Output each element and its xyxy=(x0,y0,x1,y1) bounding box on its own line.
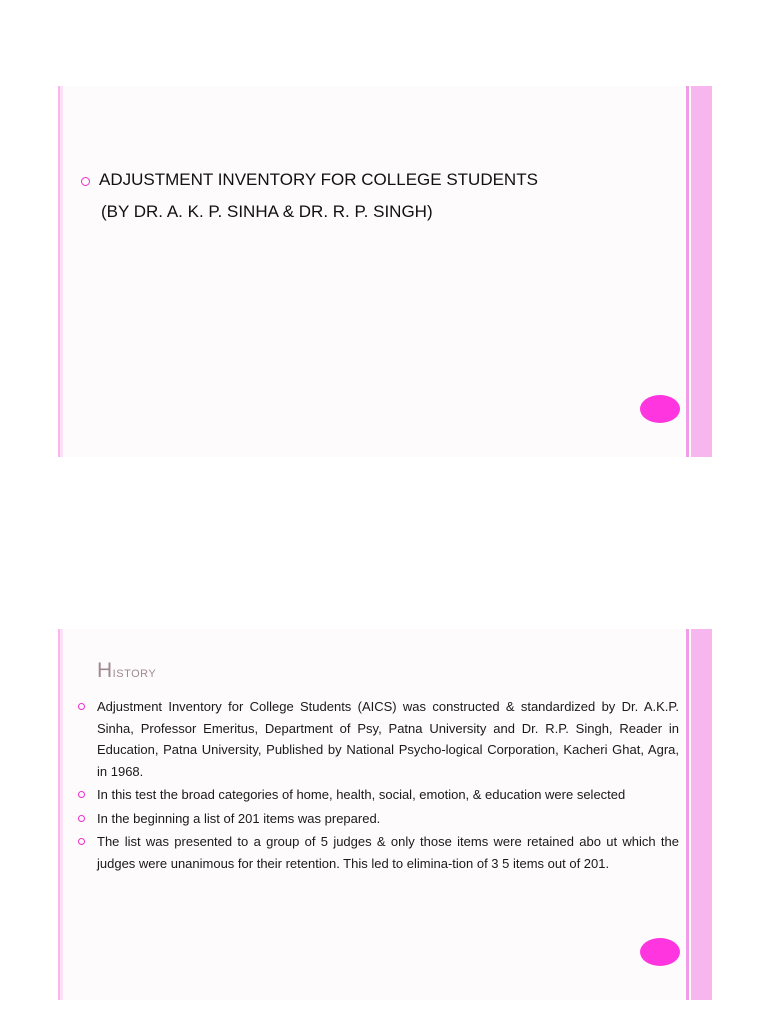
list-item-text: In the beginning a list of 201 items was prepared. xyxy=(97,810,381,826)
list-item xyxy=(97,696,679,782)
slide-history xyxy=(58,629,712,1000)
list-item xyxy=(97,831,679,874)
history-heading-rest: istory xyxy=(112,664,157,681)
history-heading-initial: H xyxy=(97,659,113,682)
pink-oval-decoration xyxy=(640,395,680,423)
slide-title xyxy=(58,86,712,457)
list-item-text: The list was presented to a group of 5 judges & only those items were retained abo ut which the judges were unanimous for their retention. This led to elimina-tion of 3 5 items out of 201. xyxy=(97,834,679,871)
list-item-text: In this test the broad categories of home, health, social, emotion, & education were selected xyxy=(97,787,626,802)
history-heading xyxy=(97,659,156,683)
history-bullet-list xyxy=(97,696,679,876)
right-decorative-band xyxy=(684,86,712,457)
slide-title-line-2: (BY DR. A. K. P. SINHA & DR. R. P. SINGH) xyxy=(101,202,433,221)
list-item xyxy=(97,808,679,830)
left-decorative-stripe xyxy=(58,629,63,1000)
left-decorative-stripe xyxy=(58,86,63,457)
pink-oval-decoration xyxy=(640,938,680,966)
bullet-circle-icon xyxy=(81,177,90,186)
bullet-circle-icon xyxy=(78,703,85,710)
bullet-circle-icon xyxy=(78,791,85,798)
list-item xyxy=(97,784,679,806)
bullet-circle-icon xyxy=(78,838,85,845)
list-item-text: Adjustment Inventory for College Students (AICS) was constructed & standardized by Dr. A.K.P. Sinha, Professor Emeritus, Department of Psy, Patna University and Dr. R.P. Singh, Reader in Education, Patna University, Published by National Psycho-logical Corporation, Kacheri Ghat, Agra, in 1968. xyxy=(97,699,679,779)
slide-title-line-1: ADJUSTMENT INVENTORY FOR COLLEGE STUDENTS xyxy=(99,170,538,189)
bullet-circle-icon xyxy=(78,815,85,822)
right-decorative-band xyxy=(684,629,712,1000)
